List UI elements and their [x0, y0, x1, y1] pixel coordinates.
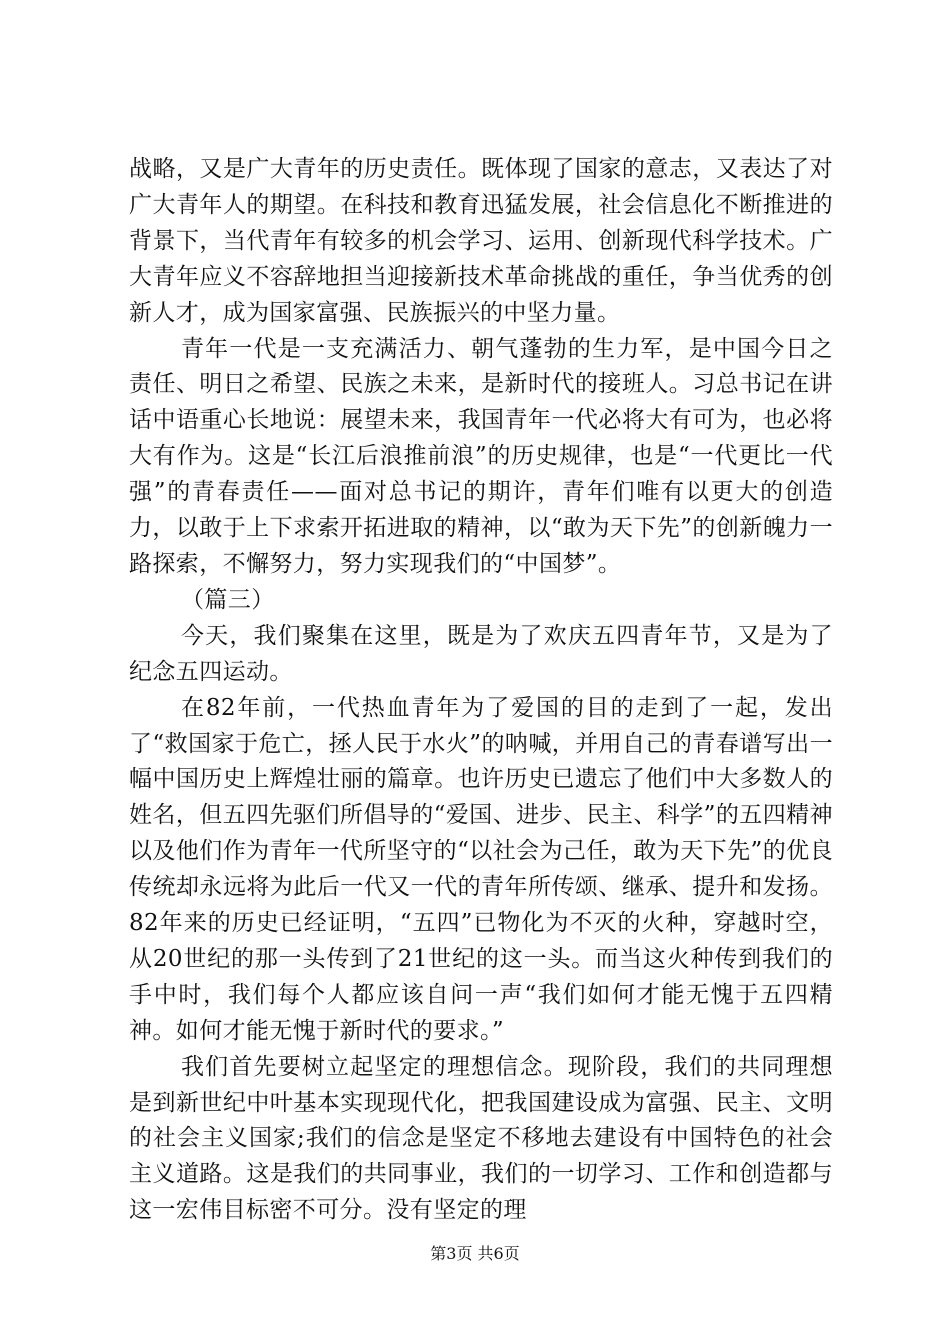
- paragraph-ideals-beliefs: 我们首先要树立起坚定的理想信念。现阶段，我们的共同理想是到新世纪中叶基本实现现代化，把我国建设成为富强、民主、文明的社会主义国家;我们的信念是坚定不移地去建设有中国特色的社会主义道路。这是我们的共同事业，我们的一切学习、工作和创造都与这一宏伟目标密不可分。没有坚定的理: [129, 1053, 833, 1224]
- section-heading-part-three: （篇三）: [181, 586, 275, 613]
- paragraph-82-years-ago: 在82年前，一代热血青年为了爱国的目的走到了一起，发出了“救国家于危亡，拯人民于水火”的呐喊，并用自己的青春谱写出一幅中国历史上辉煌壮丽的篇章。也许历史已遗忘了他们中大多数人的姓名，但五四先驱们所倡导的“爱国、进步、民主、科学”的五四精神以及他们作为青年一代所坚守的“以社会为己任，敢为天下先”的优良传统却永远将为此后一代又一代的青年所传颂、继承、提升和发扬。82年来的历史已经证明，“五四”已物化为不灭的火种，穿越时空，从20世纪的那一头传到了21世纪的这一头。而当这火种传到我们的手中时，我们每个人都应该自问一声“我们如何才能无愧于五四精神。如何才能无愧于新时代的要求。”: [129, 694, 833, 1044]
- document-body: [129, 152, 833, 1229]
- paragraph-continuation: 战略，又是广大青年的历史责任。既体现了国家的意志，又表达了对广大青年人的期望。在科技和教育迅猛发展，社会信息化不断推进的背景下，当代青年有较多的机会学习、运用、创新现代科学技术。广大青年应义不容辞地担当迎接新技术革命挑战的重任，争当优秀的创新人才，成为国家富强、民族振兴的中坚力量。: [129, 156, 833, 326]
- paragraph-gathering-today: 今天，我们聚集在这里，既是为了欢庆五四青年节，又是为了纪念五四运动。: [129, 622, 833, 685]
- paragraph-youth-generation: 青年一代是一支充满活力、朝气蓬勃的生力军，是中国今日之责任、明日之希望、民族之未来，是新时代的接班人。习总书记在讲话中语重心长地说：展望未来，我国青年一代必将大有可为，也必将大有作为。这是“长江后浪推前浪”的历史规律，也是“一代更比一代强”的青春责任——面对总书记的期许，青年们唯有以更大的创造力，以敢于上下求索开拓进取的精神，以“敢为天下先”的创新魄力一路探索，不懈努力，努力实现我们的“中国梦”。: [129, 335, 833, 577]
- page-footer: 第3页 共6页: [430, 1244, 520, 1263]
